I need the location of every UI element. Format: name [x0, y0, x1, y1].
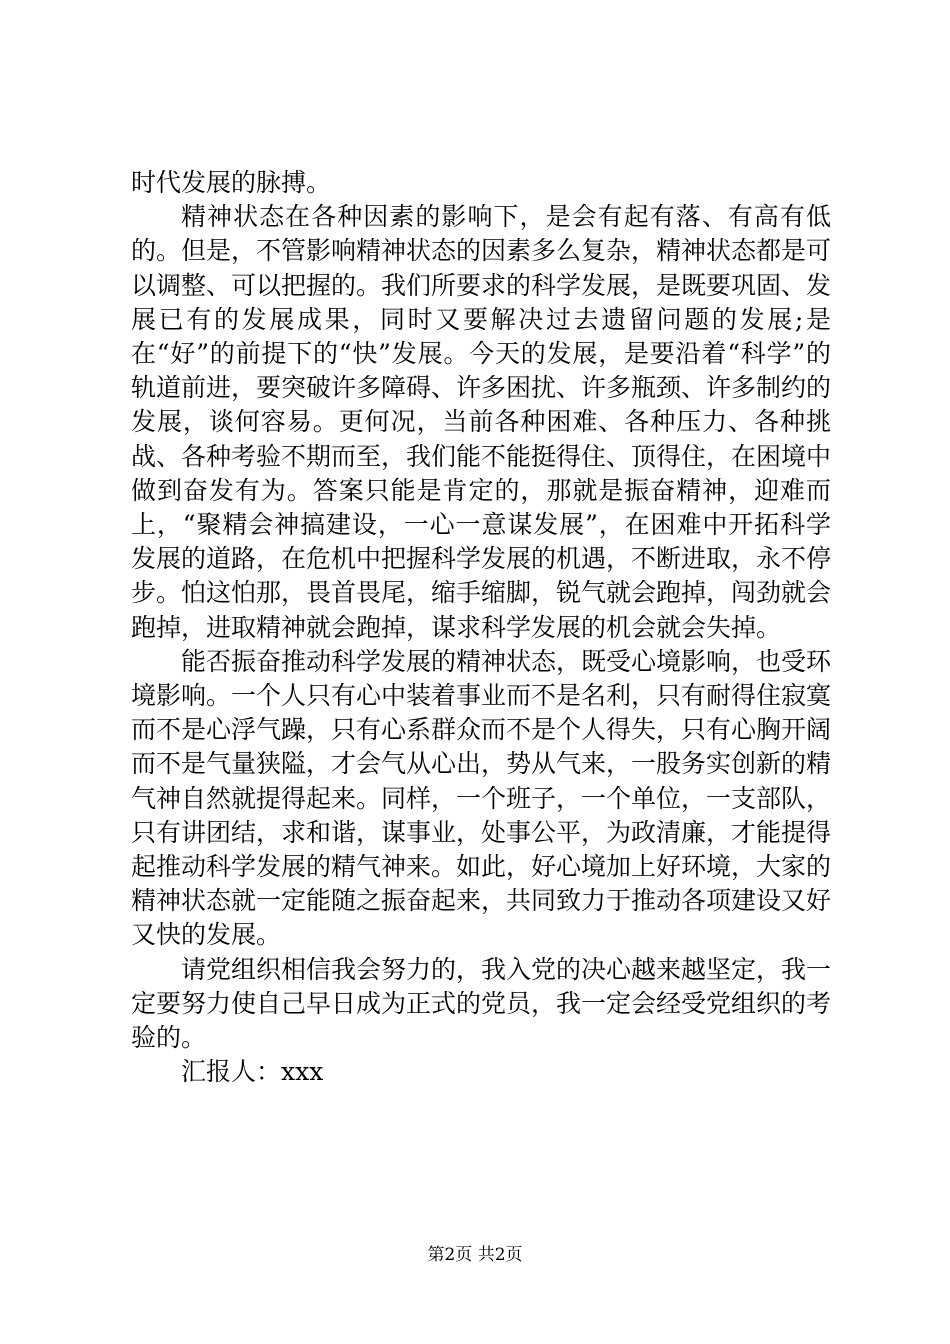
paragraph-commitment: 请党组织相信我会努力的，我入党的决心越来越坚定，我一定要努力使自己早日成为正式的党员，我一定会经受党组织的考验的。 — [131, 954, 832, 1053]
paragraph-continuation: 时代发展的脉搏。 — [131, 168, 332, 197]
page-number: 第2页 共2页 — [427, 1245, 523, 1265]
document-body — [131, 166, 831, 1089]
paragraph-spirit-state: 精神状态在各种因素的影响下，是会有起有落、有高有低的。但是，不管影响精神状态的因素多么复杂，精神状态都是可以调整、可以把握的。我们所要求的科学发展，是既要巩固、发展已有的发展成果，同时又要解决过去遗留问题的发展;是在“好”的前提下的“快”发展。今天的发展，是要沿着“科学”的轨道前进，要突破许多障碍、许多困扰、许多瓶颈、许多制约的发展，谈何容易。更何况，当前各种困难、各种压力、各种挑战、各种考验不期而至，我们能不能挺得住、顶得住，在困境中做到奋发有为。答案只能是肯定的，那就是振奋精神，迎难而上，“聚精会神搞建设，一心一意谋发展”，在困难中开拓科学发展的道路，在危机中把握科学发展的机遇，不断进取，永不停步。怕这怕那，畏首畏尾，缩手缩脚，锐气就会跑掉，闯劲就会跑掉，进取精神就会跑掉，谋求科学发展的机会就会失掉。 — [131, 202, 832, 642]
paragraph-mood-environment: 能否振奋推动科学发展的精神状态，既受心境影响，也受环境影响。一个人只有心中装着事业而不是名利，只有耐得住寂寞而不是心浮气躁，只有心系群众而不是个人得失，只有心胸开阔而不是气量狭隘，才会气从心出，势从气来，一股务实创新的精气神自然就提得起来。同样，一个班子，一个单位，一支部队，只有讲团结，求和谐，谋事业，处事公平，为政清廉，才能提得起推动科学发展的精气神来。如此，好心境加上好环境，大家的精神状态就一定能随之振奋起来，共同致力于推动各项建设又好又快的发展。 — [131, 646, 832, 950]
reporter-signature: 汇报人：xxx — [181, 1057, 324, 1087]
